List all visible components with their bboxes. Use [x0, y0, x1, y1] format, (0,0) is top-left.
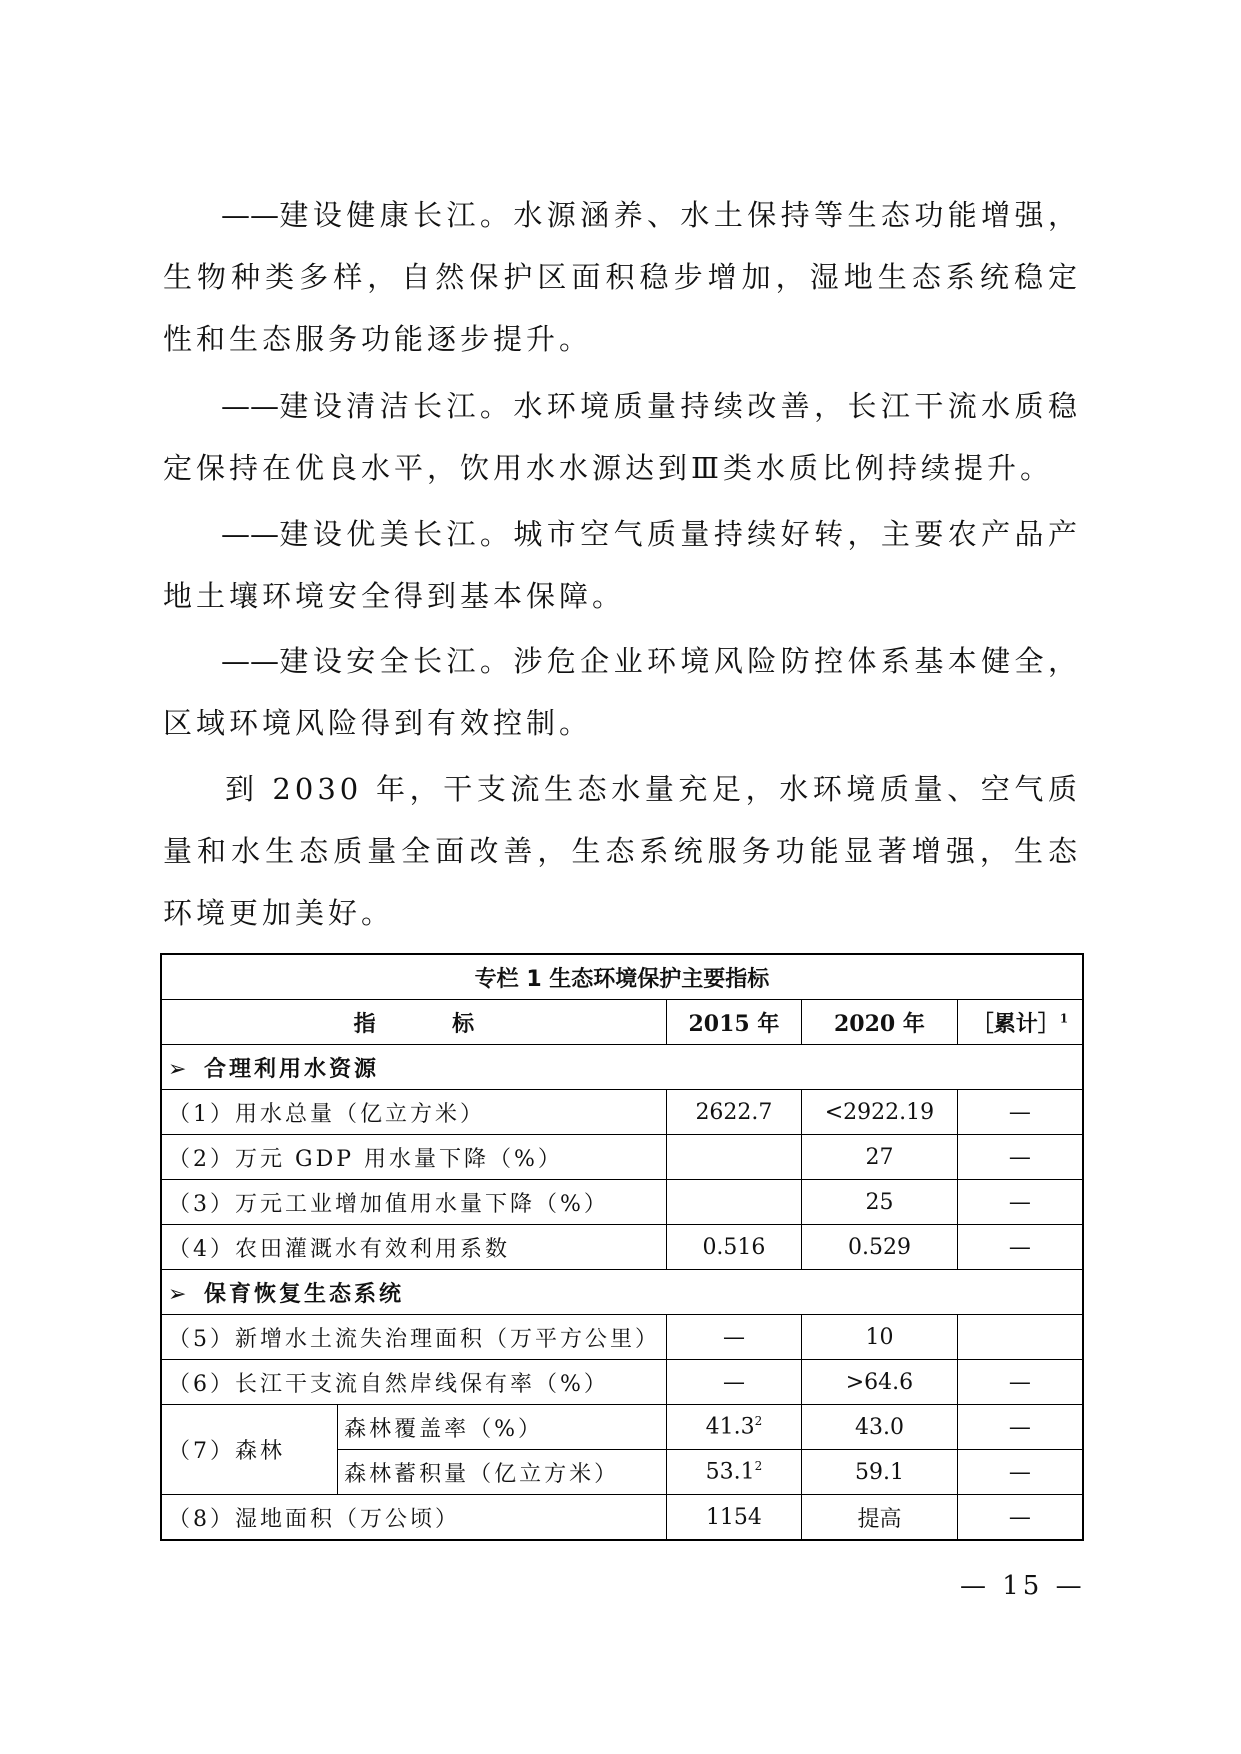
- indicator-name: 森林蓄积量（亿立方米）: [338, 1450, 667, 1495]
- value-2020: 27: [802, 1135, 958, 1180]
- indicator-name: 森林覆盖率（%）: [338, 1405, 667, 1450]
- paragraph-lead: 建设安全长江。: [279, 644, 514, 678]
- value-2020: 59.1: [802, 1450, 958, 1495]
- table-header-row: [161, 1000, 1083, 1045]
- indicator-name: （3）万元工业增加值用水量下降（%）: [161, 1180, 666, 1225]
- header-2015: 2015 年: [666, 1000, 801, 1045]
- table-row: [161, 1405, 1083, 1450]
- table-row: [161, 1315, 1083, 1360]
- paragraph-text: 水源涵养、水土保持等生态功能增强，生物种类多样，自然保护区面积稳步增加，湿地生态系统稳定性和生态服务功能逐步提升。: [163, 198, 1081, 356]
- value-cumulative: —: [957, 1495, 1083, 1541]
- table-row: [161, 1090, 1083, 1135]
- header-indicator: 指 标: [161, 1000, 666, 1045]
- value-cumulative: —: [957, 1225, 1083, 1270]
- table-row: [161, 1180, 1083, 1225]
- value-2020: 0.529: [802, 1225, 958, 1270]
- value-2015: —: [666, 1360, 801, 1405]
- value-cumulative: —: [957, 1090, 1083, 1135]
- arrow-bullet-icon: ➢: [168, 1281, 190, 1307]
- value-cumulative: —: [957, 1135, 1083, 1180]
- value-2015-number: 53.1: [705, 1459, 755, 1485]
- value-2020: 提高: [802, 1495, 958, 1541]
- section-row: [161, 1045, 1083, 1090]
- value-2020: 10: [802, 1315, 958, 1360]
- section-row: [161, 1270, 1083, 1315]
- table-title: 专栏 1 生态环境保护主要指标: [161, 954, 1083, 1000]
- table-title-row: [161, 954, 1083, 1000]
- header-2020: 2020 年: [802, 1000, 958, 1045]
- value-2020: 43.0: [802, 1405, 958, 1450]
- value-cumulative: [957, 1315, 1083, 1360]
- value-2015-number: 41.3: [705, 1414, 755, 1440]
- indicator-name: （8）湿地面积（万公顷）: [161, 1495, 666, 1541]
- table-row: [161, 1360, 1083, 1405]
- paragraph-healthy-yangtze: [163, 184, 1081, 370]
- em-dash: ——: [221, 198, 279, 232]
- value-2015: [666, 1135, 801, 1180]
- paragraph-text: 涉危企业环境风险防控体系基本健全，区域环境风险得到有效控制。: [163, 644, 1081, 740]
- indicator-table: [160, 953, 1084, 1541]
- footnote-marker: 1: [1059, 1011, 1069, 1026]
- paragraph-lead: 建设清洁长江。: [279, 389, 514, 423]
- indicator-name: （6）长江干支流自然岸线保有率（%）: [161, 1360, 666, 1405]
- footnote-marker: 2: [754, 1459, 763, 1474]
- value-2015: 1154: [666, 1495, 801, 1541]
- value-2020: >64.6: [802, 1360, 958, 1405]
- paragraph-text: 水环境质量持续改善，长江干流水质稳定保持在优良水平，饮用水水源达到Ⅲ类水质比例持续提升。: [163, 389, 1081, 485]
- value-2015: 0.516: [666, 1225, 801, 1270]
- indicator-name: （2）万元 GDP 用水量下降（%）: [161, 1135, 666, 1180]
- paragraph-text: 城市空气质量持续好转，主要农产品产地土壤环境安全得到基本保障。: [163, 517, 1081, 613]
- table-row: [161, 1225, 1083, 1270]
- value-2015: [666, 1405, 801, 1450]
- indicator-name: （5）新增水土流失治理面积（万平方公里）: [161, 1315, 666, 1360]
- value-2015: 2622.7: [666, 1090, 801, 1135]
- forest-label: （7）森林: [161, 1405, 338, 1495]
- arrow-bullet-icon: ➢: [168, 1056, 190, 1082]
- page-number: — 15 —: [960, 1571, 1086, 1601]
- section-label: 合理利用水资源: [204, 1056, 380, 1082]
- value-cumulative: —: [957, 1360, 1083, 1405]
- em-dash: ——: [221, 389, 279, 423]
- em-dash: ——: [221, 517, 279, 551]
- paragraph-clean-yangtze: [163, 375, 1081, 499]
- value-2020: <2922.19: [802, 1090, 958, 1135]
- value-cumulative: —: [957, 1180, 1083, 1225]
- paragraph-2030-goal: [163, 758, 1081, 944]
- table-row: [161, 1495, 1083, 1541]
- em-dash: ——: [221, 644, 279, 678]
- value-2020: 25: [802, 1180, 958, 1225]
- value-2015: —: [666, 1315, 801, 1360]
- header-cumulative-label: ［累计］: [971, 1010, 1060, 1037]
- value-2015: [666, 1450, 801, 1495]
- table-row: [161, 1135, 1083, 1180]
- indicator-name: （1）用水总量（亿立方米）: [161, 1090, 666, 1135]
- paragraph-beautiful-yangtze: [163, 503, 1081, 627]
- paragraph-safe-yangtze: [163, 630, 1081, 754]
- value-cumulative: —: [957, 1450, 1083, 1495]
- paragraph-text: 到 2030 年，干支流生态水量充足，水环境质量、空气质量和水生态质量全面改善，生态系统服务功能显著增强，生态环境更加美好。: [163, 772, 1081, 930]
- indicator-name: （4）农田灌溉水有效利用系数: [161, 1225, 666, 1270]
- paragraph-lead: 建设优美长江。: [279, 517, 514, 551]
- header-cumulative: [957, 1000, 1083, 1045]
- footnote-marker: 2: [754, 1414, 763, 1429]
- paragraph-lead: 建设健康长江。: [279, 198, 514, 232]
- value-cumulative: —: [957, 1405, 1083, 1450]
- section-water: [161, 1045, 1083, 1090]
- section-label: 保育恢复生态系统: [204, 1281, 405, 1307]
- value-2015: [666, 1180, 801, 1225]
- section-ecosystem: [161, 1270, 1083, 1315]
